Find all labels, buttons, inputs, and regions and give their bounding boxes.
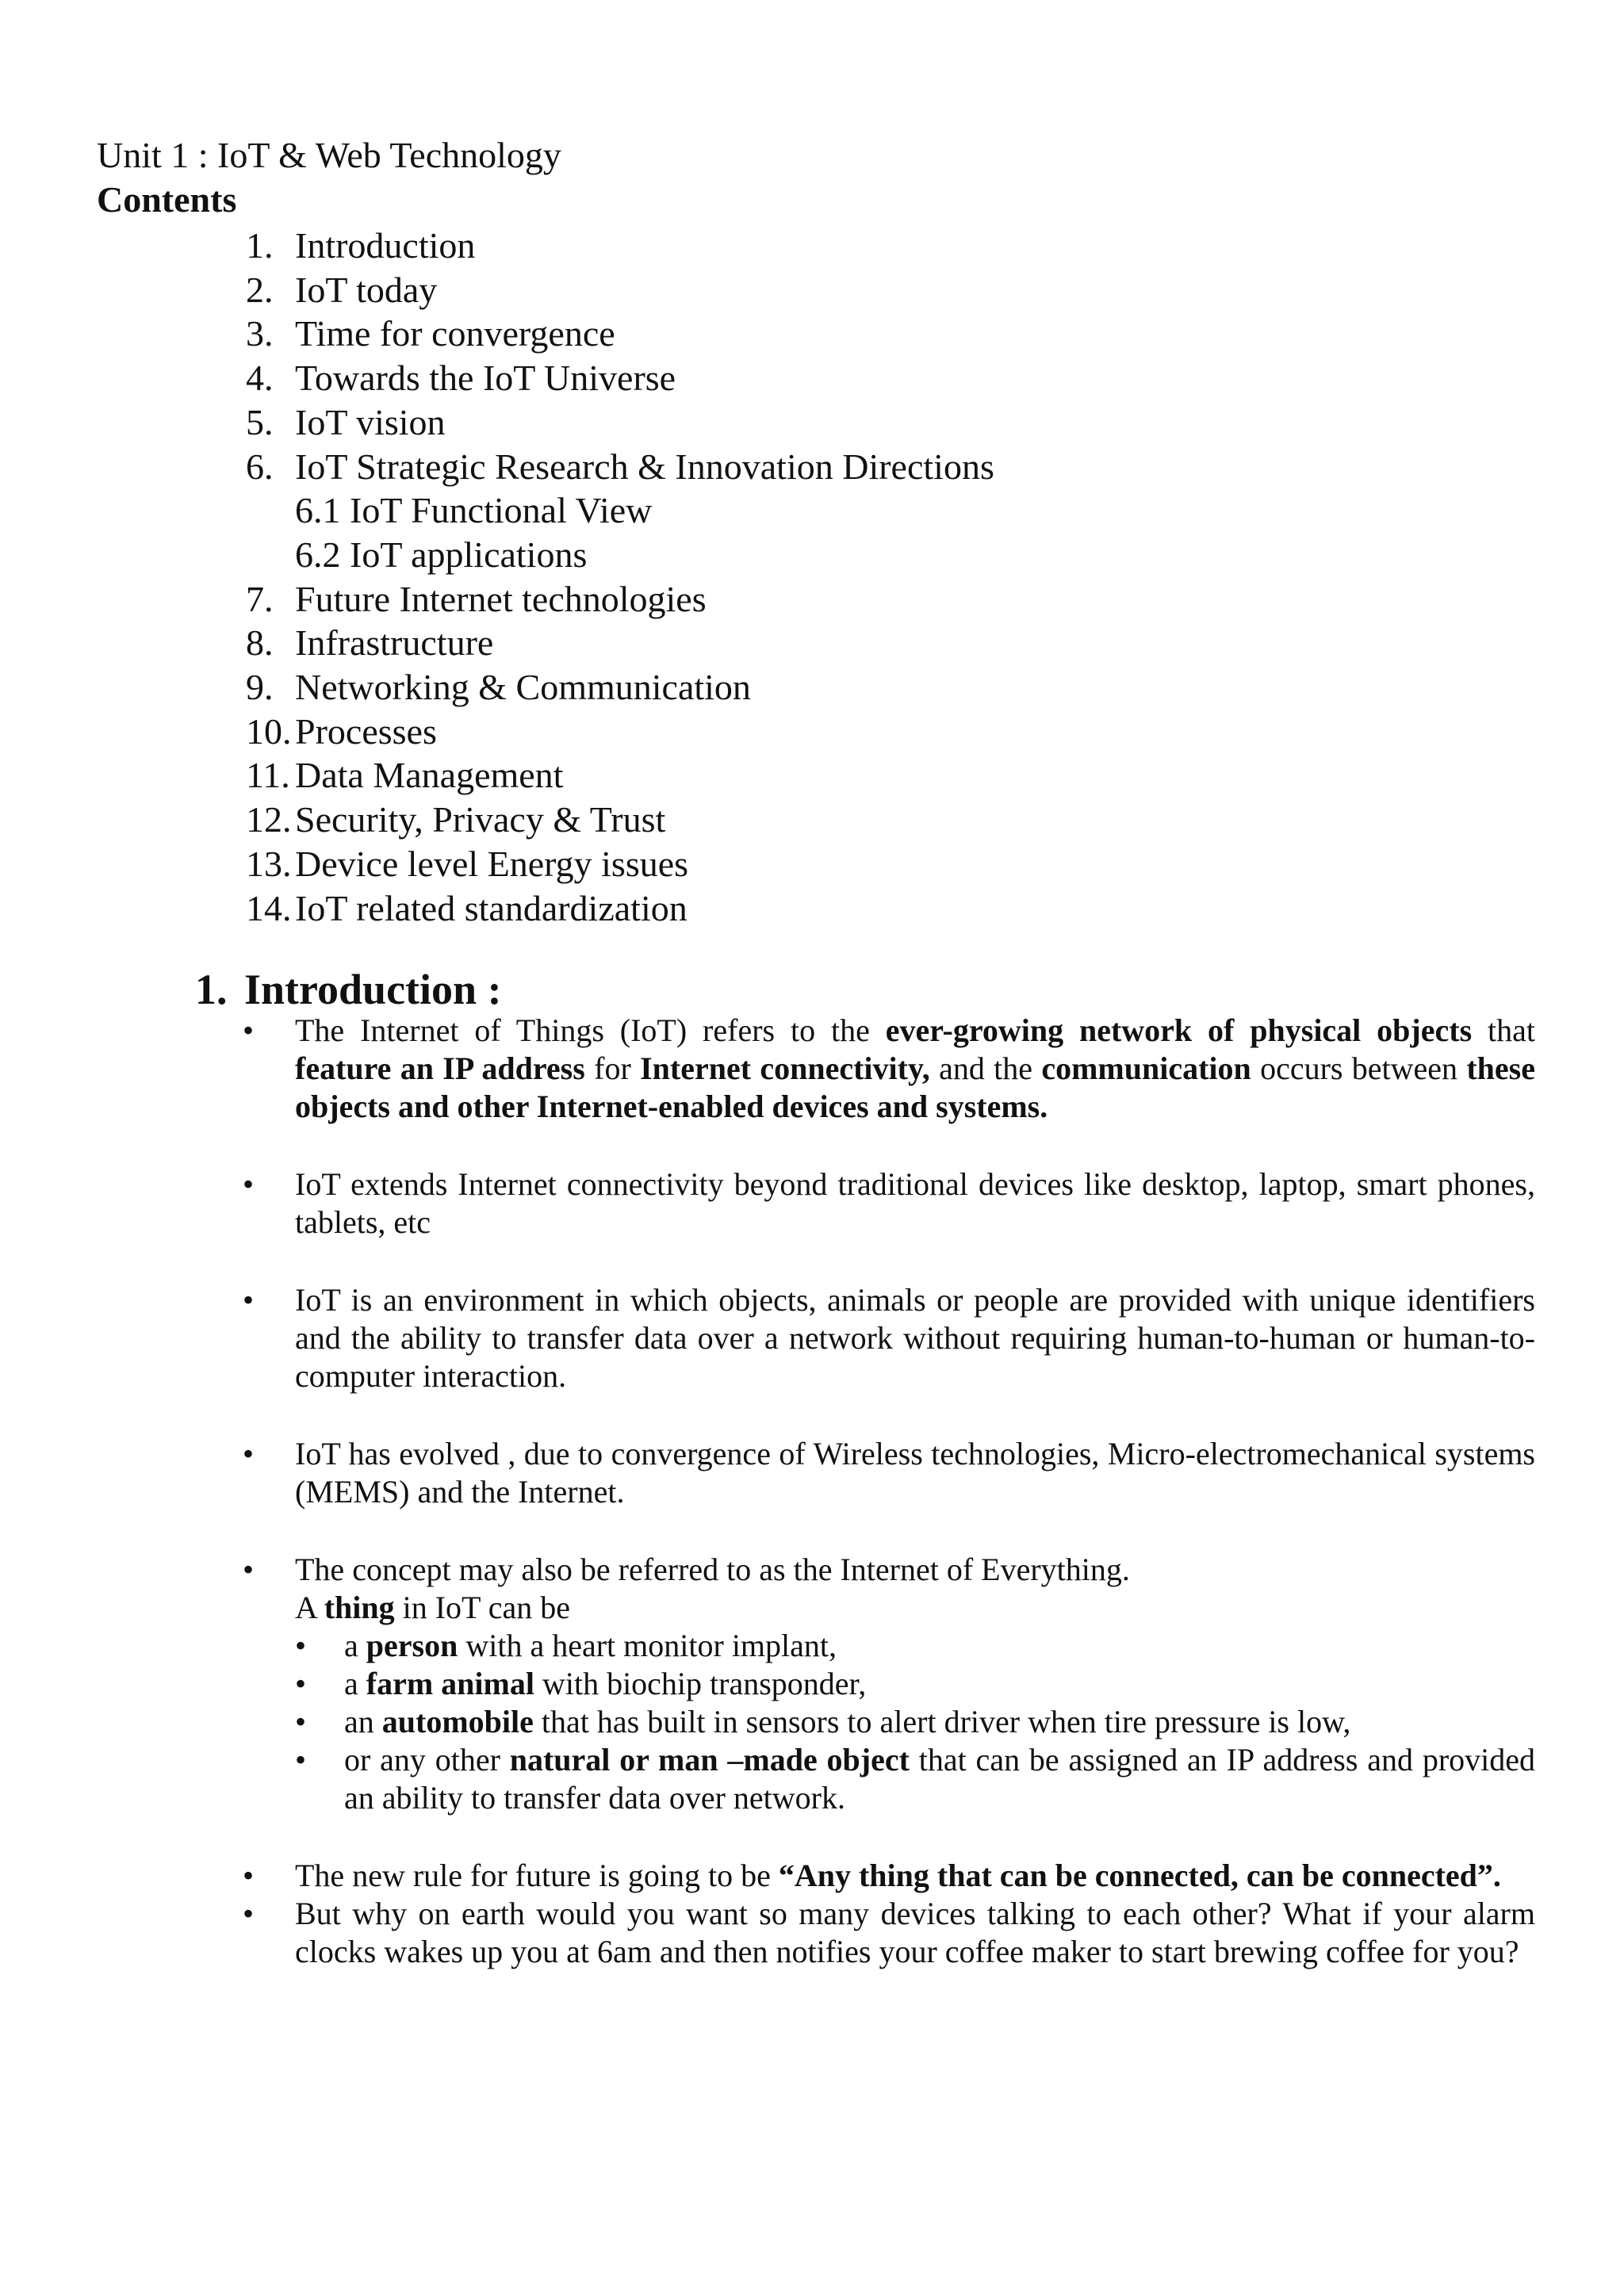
thing-example: • an automobile that has built in sensors to alert driver when tire pressure is low, xyxy=(295,1703,1535,1741)
bullet-internet-of-everything xyxy=(243,1551,1535,1817)
introduction-bullets xyxy=(243,1012,1535,1971)
bullet-iot-evolved: • IoT has evolved , due to convergence of Wireless technologies, Micro-electromechanical systems (MEMS) and the Internet. xyxy=(243,1435,1535,1511)
contents-heading: Contents xyxy=(97,179,237,220)
thing-examples-list xyxy=(295,1627,1535,1817)
thing-example: • or any other natural or man –made object that can be assigned an IP address and provided an ability to transfer data over network. xyxy=(295,1741,1535,1817)
toc-item: 3. Time for convergence xyxy=(246,313,615,354)
section-heading-introduction: 1. Introduction : xyxy=(195,966,502,1013)
toc-item: 1. Introduction xyxy=(246,225,476,266)
concept-line: • The concept may also be referred to as the Internet of Everything. xyxy=(295,1552,1130,1587)
bullet-why-devices: • But why on earth would you want so many devices talking to each other? What if your alarm clocks wakes up you at 6am and then notifies your coffee maker to start brewing coffee for you? xyxy=(243,1895,1535,1971)
thing-example: • a person with a heart monitor implant, xyxy=(295,1627,1535,1665)
toc-item: 6. IoT Strategic Research & Innovation Directions xyxy=(246,446,994,487)
toc-item: 2. IoT today xyxy=(246,269,438,310)
toc-item: 9. Networking & Communication xyxy=(246,667,751,708)
bullet-iot-definition: • The Internet of Things (IoT) refers to the ever-growing network of physical objects that feature an IP address for Internet connectivity, and the communication occurs between these objects and other Internet-enabled devices and systems. xyxy=(243,1012,1535,1126)
toc-item: 4. Towards the IoT Universe xyxy=(246,358,676,399)
toc-item: 8. Infrastructure xyxy=(246,622,494,664)
toc-item: 12.Security, Privacy & Trust xyxy=(246,799,666,840)
toc-item: 11. Data Management xyxy=(246,755,564,796)
unit-title: Unit 1 : IoT & Web Technology xyxy=(97,135,561,175)
toc-item: 7. Future Internet technologies xyxy=(246,578,707,619)
toc-subitem: 6.1 IoT Functional View xyxy=(295,490,653,531)
bullet-new-rule: • The new rule for future is going to be “Any thing that can be connected, can be connected”. xyxy=(243,1857,1535,1895)
thing-example: • a farm animal with biochip transponder, xyxy=(295,1665,1535,1703)
toc-item: 10.Processes xyxy=(246,710,437,752)
thing-line: A thing in IoT can be xyxy=(295,1590,571,1625)
toc-item: 14.IoT related standardization xyxy=(246,887,688,928)
bullet-iot-environment: • IoT is an environment in which objects, animals or people are provided with unique identifiers and the ability to transfer data over a network without requiring human-to-human or human-to-computer interaction. xyxy=(243,1281,1535,1395)
table-of-contents xyxy=(246,224,994,930)
toc-subitem: 6.2 IoT applications xyxy=(295,534,588,575)
toc-item: 5. IoT vision xyxy=(246,401,446,442)
toc-item: 13.Device level Energy issues xyxy=(246,843,689,884)
bullet-iot-extends: • IoT extends Internet connectivity beyond traditional devices like desktop, laptop, smart phones, tablets, etc xyxy=(243,1165,1535,1242)
